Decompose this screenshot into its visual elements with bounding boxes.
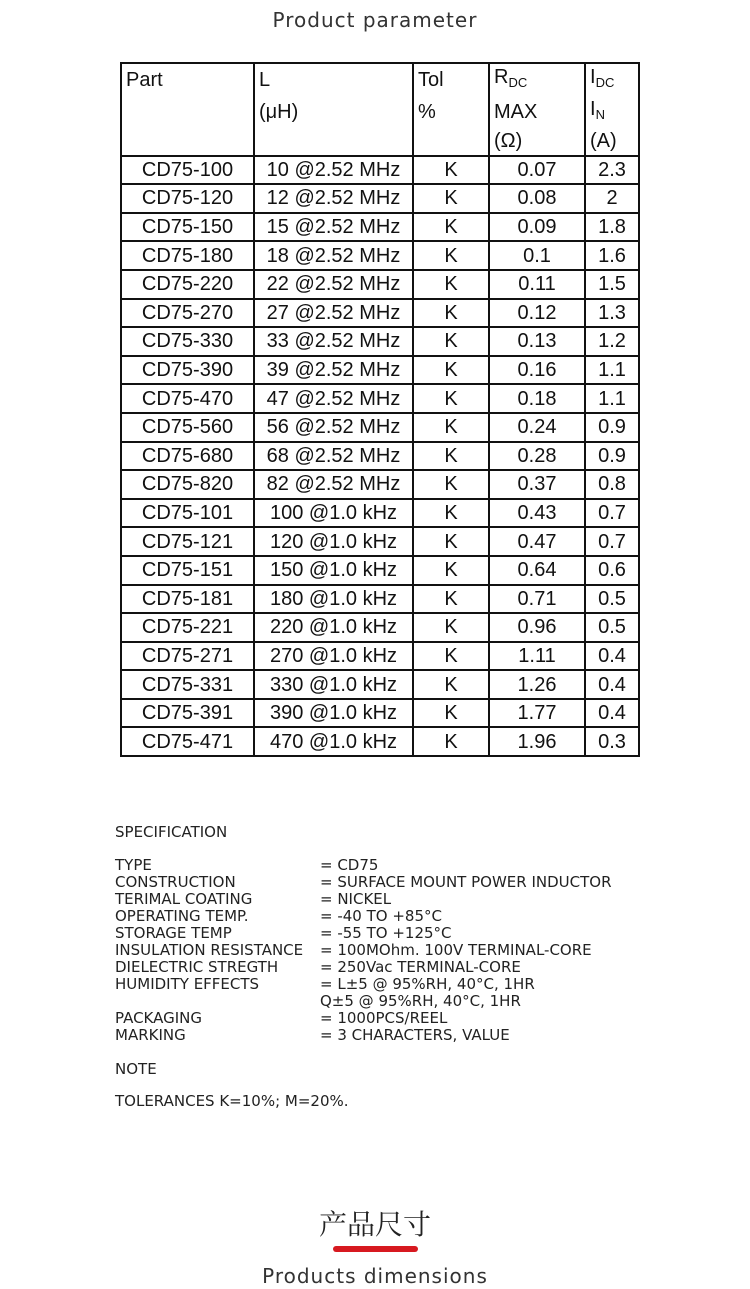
table-cell: 0.4	[585, 642, 639, 671]
table-row	[121, 470, 639, 499]
table-header-cell	[254, 128, 413, 156]
table-cell: 0.7	[585, 499, 639, 528]
table-cell: 0.96	[489, 613, 585, 642]
table-cell: K	[413, 413, 489, 442]
table-cell: CD75-121	[121, 527, 254, 556]
table-header-cell	[121, 96, 254, 128]
table-cell: 100 @1.0 kHz	[254, 499, 413, 528]
table-cell: 1.11	[489, 642, 585, 671]
table-cell: K	[413, 384, 489, 413]
table-cell: CD75-100	[121, 156, 254, 185]
table-header-cell: L	[254, 63, 413, 96]
table-row	[121, 699, 639, 728]
table-cell: 0.5	[585, 585, 639, 614]
table-header-cell: MAX	[489, 96, 585, 128]
table-cell: K	[413, 613, 489, 642]
table-header-cell	[413, 128, 489, 156]
table-cell: 0.4	[585, 670, 639, 699]
table-cell: K	[413, 670, 489, 699]
table-header-row	[121, 63, 639, 96]
table-cell: 0.09	[489, 213, 585, 242]
spec-key: MARKING	[115, 1026, 186, 1044]
table-cell: 0.16	[489, 356, 585, 385]
table-cell: CD75-101	[121, 499, 254, 528]
table-cell: 1.8	[585, 213, 639, 242]
table-row	[121, 642, 639, 671]
table-row	[121, 184, 639, 213]
table-header-cell	[121, 128, 254, 156]
table-cell: CD75-120	[121, 184, 254, 213]
table-cell: CD75-220	[121, 270, 254, 299]
table-cell: 0.64	[489, 556, 585, 585]
table-cell: 2	[585, 184, 639, 213]
table-row	[121, 442, 639, 471]
table-cell: 180 @1.0 kHz	[254, 585, 413, 614]
table-row	[121, 585, 639, 614]
table-cell: 150 @1.0 kHz	[254, 556, 413, 585]
note-heading: NOTE	[115, 1060, 157, 1078]
table-cell: 82 @2.52 MHz	[254, 470, 413, 499]
table-cell: 1.1	[585, 384, 639, 413]
table-cell: CD75-390	[121, 356, 254, 385]
table-row	[121, 499, 639, 528]
spec-key: TYPE	[115, 856, 152, 874]
table-row	[121, 384, 639, 413]
spec-value: = NICKEL	[320, 890, 392, 908]
parameter-table	[120, 62, 640, 757]
tolerances-note: TOLERANCES K=10%; M=20%.	[115, 1092, 349, 1110]
table-cell: K	[413, 356, 489, 385]
table-cell: CD75-221	[121, 613, 254, 642]
table-cell: 22 @2.52 MHz	[254, 270, 413, 299]
table-cell: 1.6	[585, 241, 639, 270]
table-cell: 0.47	[489, 527, 585, 556]
dimensions-title-cn: 产品尺寸	[318, 1208, 431, 1241]
table-cell: 0.4	[585, 699, 639, 728]
spec-key: PACKAGING	[115, 1009, 203, 1027]
table-row	[121, 213, 639, 242]
table-cell: 2.3	[585, 156, 639, 185]
table-cell: K	[413, 442, 489, 471]
spec-key: CONSTRUCTION	[115, 873, 236, 891]
spec-value: = 250Vac TERMINAL-CORE	[320, 958, 521, 976]
table-cell: 1.26	[489, 670, 585, 699]
spec-key: STORAGE TEMP	[115, 924, 232, 942]
table-cell: 18 @2.52 MHz	[254, 241, 413, 270]
table-cell: 120 @1.0 kHz	[254, 527, 413, 556]
table-cell: CD75-471	[121, 727, 254, 756]
spec-value: = 3 CHARACTERS, VALUE	[320, 1026, 510, 1044]
table-cell: CD75-151	[121, 556, 254, 585]
table-cell: CD75-331	[121, 670, 254, 699]
spec-key: TERIMAL COATING	[115, 890, 253, 908]
table-row	[121, 156, 639, 185]
table-cell: K	[413, 156, 489, 185]
table-cell: 12 @2.52 MHz	[254, 184, 413, 213]
table-cell: CD75-271	[121, 642, 254, 671]
table-row	[121, 299, 639, 328]
table-header-row	[121, 128, 639, 156]
table-cell: CD75-470	[121, 384, 254, 413]
table-cell: 0.71	[489, 585, 585, 614]
table-cell: 470 @1.0 kHz	[254, 727, 413, 756]
table-cell: 0.8	[585, 470, 639, 499]
table-cell: K	[413, 585, 489, 614]
table-header-cell: (Ω)	[489, 128, 585, 156]
table-row	[121, 327, 639, 356]
table-row	[121, 270, 639, 299]
section-title: Product parameter	[272, 8, 478, 32]
table-cell: 270 @1.0 kHz	[254, 642, 413, 671]
table-cell: K	[413, 299, 489, 328]
table-cell: K	[413, 270, 489, 299]
spec-value: Q±5 @ 95%RH, 40°C, 1HR	[320, 992, 521, 1010]
table-cell: 0.6	[585, 556, 639, 585]
table-cell: 0.9	[585, 413, 639, 442]
spec-value: = CD75	[320, 856, 379, 874]
spec-value: = 1000PCS/REEL	[320, 1009, 448, 1027]
table-cell: K	[413, 727, 489, 756]
table-cell: 0.37	[489, 470, 585, 499]
table-header-cell: $I_N$	[585, 96, 639, 128]
table-header-cell: %	[413, 96, 489, 128]
table-cell: 390 @1.0 kHz	[254, 699, 413, 728]
table-cell: 33 @2.52 MHz	[254, 327, 413, 356]
dimensions-title-en: Products dimensions	[262, 1264, 488, 1288]
table-cell: 56 @2.52 MHz	[254, 413, 413, 442]
table-header-cell: $I_{DC}$	[585, 63, 639, 96]
table-header-cell: Part	[121, 63, 254, 96]
table-cell: 39 @2.52 MHz	[254, 356, 413, 385]
table-header-cell: Tol	[413, 63, 489, 96]
table-cell: 330 @1.0 kHz	[254, 670, 413, 699]
table-cell: 1.96	[489, 727, 585, 756]
table-cell: 0.3	[585, 727, 639, 756]
table-cell: CD75-181	[121, 585, 254, 614]
table-cell: K	[413, 213, 489, 242]
table-cell: 0.9	[585, 442, 639, 471]
table-row	[121, 241, 639, 270]
table-cell: 10 @2.52 MHz	[254, 156, 413, 185]
table-cell: 0.11	[489, 270, 585, 299]
table-cell: 1.3	[585, 299, 639, 328]
table-cell: 47 @2.52 MHz	[254, 384, 413, 413]
table-cell: K	[413, 556, 489, 585]
table-cell: 0.07	[489, 156, 585, 185]
table-header-cell: $R_{DC}$	[489, 63, 585, 96]
table-cell: 0.18	[489, 384, 585, 413]
spec-key: INSULATION RESISTANCE	[115, 941, 304, 959]
spec-value: = L±5 @ 95%RH, 40°C, 1HR	[320, 975, 535, 993]
table-cell: 1.77	[489, 699, 585, 728]
table-cell: 68 @2.52 MHz	[254, 442, 413, 471]
table-cell: CD75-330	[121, 327, 254, 356]
table-cell: K	[413, 184, 489, 213]
table-cell: CD75-270	[121, 299, 254, 328]
table-row	[121, 556, 639, 585]
table-row	[121, 727, 639, 756]
table-cell: 0.24	[489, 413, 585, 442]
table-cell: 0.5	[585, 613, 639, 642]
table-cell: K	[413, 470, 489, 499]
table-row	[121, 670, 639, 699]
table-cell: 1.5	[585, 270, 639, 299]
table-cell: 0.13	[489, 327, 585, 356]
table-row	[121, 356, 639, 385]
table-cell: CD75-560	[121, 413, 254, 442]
table-cell: CD75-180	[121, 241, 254, 270]
table-cell: 1.1	[585, 356, 639, 385]
table-cell: K	[413, 642, 489, 671]
spec-value: = -55 TO +125°C	[320, 924, 452, 942]
specification-heading: SPECIFICATION	[115, 823, 228, 841]
table-cell: 27 @2.52 MHz	[254, 299, 413, 328]
spec-key: DIELECTRIC STREGTH	[115, 958, 279, 976]
table-cell: K	[413, 527, 489, 556]
table-header-cell: (A)	[585, 128, 639, 156]
table-header-cell: (μH)	[254, 96, 413, 128]
accent-bar	[333, 1246, 418, 1252]
table-row	[121, 527, 639, 556]
table-cell: 220 @1.0 kHz	[254, 613, 413, 642]
table-cell: CD75-391	[121, 699, 254, 728]
table-cell: 0.7	[585, 527, 639, 556]
table-cell: 0.1	[489, 241, 585, 270]
spec-key: HUMIDITY EFFECTS	[115, 975, 260, 993]
table-cell: CD75-820	[121, 470, 254, 499]
spec-value: = 100MOhm. 100V TERMINAL-CORE	[320, 941, 592, 959]
table-cell: 0.12	[489, 299, 585, 328]
table-cell: K	[413, 327, 489, 356]
table-cell: K	[413, 699, 489, 728]
table-cell: 0.43	[489, 499, 585, 528]
spec-key: OPERATING TEMP.	[115, 907, 249, 925]
table-cell: 15 @2.52 MHz	[254, 213, 413, 242]
spec-value: = SURFACE MOUNT POWER INDUCTOR	[320, 873, 612, 891]
table-cell: K	[413, 241, 489, 270]
table-cell: CD75-150	[121, 213, 254, 242]
spec-value: = -40 TO +85°C	[320, 907, 442, 925]
table-cell: K	[413, 499, 489, 528]
table-cell: 0.28	[489, 442, 585, 471]
table-cell: 1.2	[585, 327, 639, 356]
table-cell: 0.08	[489, 184, 585, 213]
table-row	[121, 413, 639, 442]
table-header-row	[121, 96, 639, 128]
table-row	[121, 613, 639, 642]
table-cell: CD75-680	[121, 442, 254, 471]
